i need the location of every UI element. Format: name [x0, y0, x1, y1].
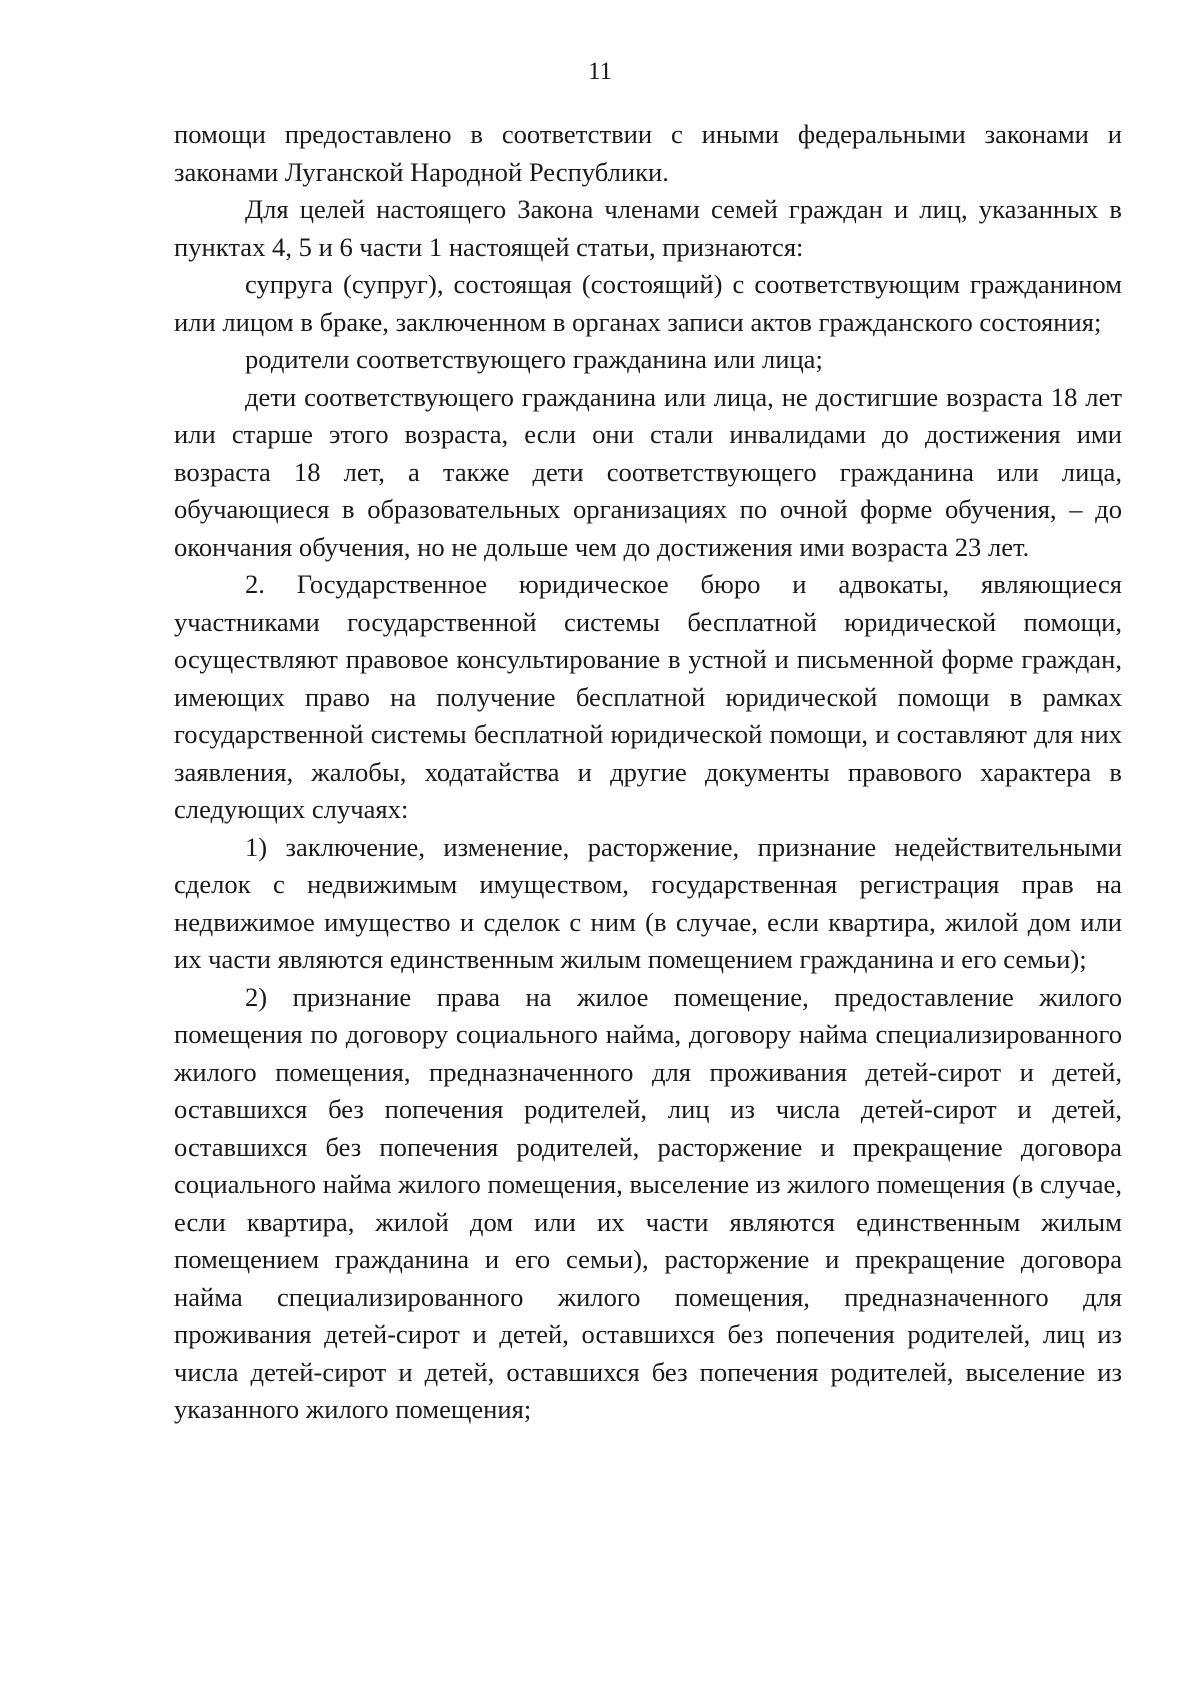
page-number: 11: [587, 58, 613, 85]
paragraph-item-1: 1) заключение, изменение, расторжение, признание недействительными сделок с недвижимым имуществом, государственная регистрация прав на недвижимое имущество и сделок с ним (в случае, если квартира, жилой дом или их части являются единственным жилым помещением гражданина и его семьи);: [174, 831, 1122, 974]
document-body: [174, 116, 1122, 1429]
paragraph-item-2: 2) признание права на жилое помещение, предоставление жилого помещения по договору социального найма, договору найма специализированного жилого помещения, предназначенного для проживания детей-сирот и детей, оставшихся без попечения родителей, лиц из числа детей-сирот и детей, оставшихся без попечения родителей, расторжение и прекращение договора социального найма жилого помещения, выселение из жилого помещения (в случае, если квартира, жилой дом или их части являются единственным жилым помещением гражданина и его семьи), расторжение и прекращение договора найма специализированного жилого помещения, предназначенного для проживания детей-сирот и детей, оставшихся без попечения родителей, лиц из числа детей-сирот и детей, оставшихся без попечения родителей, выселение из указанного жилого помещения;: [174, 981, 1122, 1424]
paragraph-parents: родители соответствующего гражданина или лица;: [245, 344, 823, 374]
paragraph-clause-2: 2. Государственное юридическое бюро и адвокаты, являющиеся участниками государственной системы бесплатной юридической помощи, осуществляют правовое консультирование в устной и письменной форме граждан, имеющих право на получение бесплатной юридической помощи в рамках государственной системы бесплатной юридической помощи, и составляют для них заявления, жалобы, ходатайства и другие документы правового характера в следующих случаях:: [174, 569, 1122, 824]
paragraph-family-members-definition: Для целей настоящего Закона членами семей граждан и лиц, указанных в пунктах 4, 5 и 6 части 1 настоящей статьи, признаются:: [174, 194, 1122, 262]
paragraph-continuation: помощи предоставлено в соответствии с иными федеральными законами и законами Луганской Народной Республики.: [174, 119, 1122, 187]
paragraph-spouse: супруга (супруг), состоящая (состоящий) с соответствующим гражданином или лицом в браке, заключенном в органах записи актов гражданского состояния;: [174, 269, 1122, 337]
paragraph-children: дети соответствующего гражданина или лица, не достигшие возраста 18 лет или старше этого возраста, если они стали инвалидами до достижения ими возраста 18 лет, а также дети соответствующего гражданина или лица, обучающиеся в образовательных организациях по очной форме обучения, – до окончания обучения, но не дольше чем до достижения ими возраста 23 лет.: [174, 381, 1122, 562]
